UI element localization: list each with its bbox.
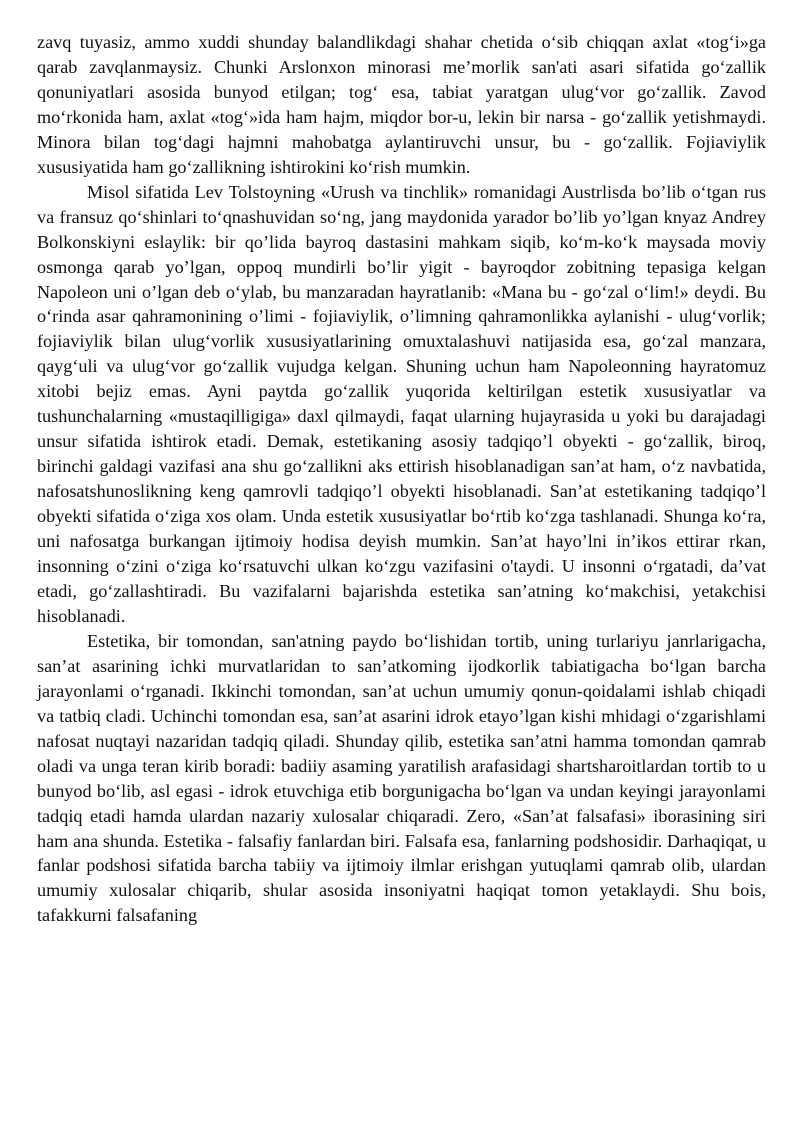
paragraph-1: zavq tuyasiz, ammo xuddi shunday balandlikdagi shahar chetida o‘sib chiqqan axlat «tog‘i»ga qarab zavqlanmaysiz. Chunki Arslonxon minorasi me’morlik san'ati asari sifatida go‘zallik qonuniyatlari asosida bunyod etilgan; tog‘ esa, tabiat yaratgan ulug‘vor go‘zallik. Zavod mo‘rkonida ham, axlat «tog‘»ida ham hajm, miqdor bor-u, lekin bir narsa - go‘zallik yetishmaydi. Minora bilan tog‘dagi hajmni mahobatga aylantiruvchi unsur, bu - go‘zallik. Fojiaviylik xususiyatida ham go‘zallikning ishtirokini ko‘rish mumkin. xyxy=(37,32,766,177)
paragraph-2: Misol sifatida Lev Tolstoyning «Urush va tinchlik» romanidagi Austrlisda bo’lib o‘tgan rus va fransuz qo‘shinlari to‘qnashuvidan so‘ng, jang maydonida yarador bo’lib yo’lgan knyaz Andrey Bolkonskiyni eslaylik: bir qo’lida bayroq dastasini mahkam siqib, ko‘m-ko‘k maysada moviy osmonga qarab yo’lgan, oppoq mundirli bo’lir yigit - bayroqdor zobitning tepasiga kelgan Napoleon uni o’lgan deb o‘ylab, bu manzaradan hayratlanib: «Mana bu - go‘zal o‘lim!» deydi. Bu o‘rinda asar qahramonining o’limi - fojiaviylik, o’limning qahramonlikka aylanishi - ulug‘vorlik; fojiaviylik bilan ulug‘vorlik xususiyatlarining omuxtalashuvi natijasida esa, go‘zal manzara, qayg‘uli va ulug‘vor go‘zallik vujudga kelgan. Shuning uchun ham Napoleonning hayratomuz xitobi bejiz emas. Ayni paytda go‘zallik yuqorida keltirilgan estetik xususiyatlar va tushunchalarning «mustaqilligiga» daxl qilmaydi, faqat ularning hujayrasida u yoki bu darajadagi unsur sifatida ishtirok etadi. Demak, estetikaning asosiy tadqiqo’l obyekti - go‘zallik, biroq, birinchi galdagi vazifasi ana shu go‘zallikni aks ettirish hisoblanadigan san’at ham, o‘z navbatida, nafosatshunoslikning keng qamrovli tadqiqo’l obyekti hisoblanadi. San’at estetikaning tadqiqo’l obyekti sifatida o‘ziga xos olam. Unda estetik xususiyatlar bo‘rtib ko‘zga tashlanadi. Shunga ko‘ra, uni nafosatga burkangan ijtimoiy hodisa deyish mumkin. San’at hayo’lni in’ikos ettirar rkan, insonning o‘zini o‘ziga ko‘rsatuvchi ulkan ko‘zgu vazifasini o'taydi. U insonni o‘rgatadi, da’vat etadi, go‘zallashtiradi. Bu vazifalarni bajarishda estetika san’atning ko‘makchisi, yetakchisi hisoblanadi. xyxy=(37,181,766,626)
paragraph-3: Estetika, bir tomondan, san'atning paydo bo‘lishidan tortib, uning turlariyu janrlarigacha, san’at asarining ichki murvatlaridan to san’atkoming ijodkorlik tabiatigacha bo‘lgan barcha jarayonlami o‘rganadi. Ikkinchi tomondan, san’at uchun umumiy qonun-qoidalami ishlab chiqadi va tatbiq cladi. Uchinchi tomondan esa, san’at asarini idrok etayo’lgan kishi mhidagi o‘zgarishlami nafosat nuqtayi nazaridan tadqiq qiladi. Shunday qilib, estetika san’atni hamma tomondan qamrab oladi va unga teran kirib boradi: badiiy asaming yaratilish arafasidagi shartsharoitlardan tortib to u bunyod bo‘lib, asl egasi - idrok etuvchiga etib borgunigacha bo‘lgan va undan keyingi jarayonlami tadqiq etadi hamda ulardan nazariy xulosalar chiqaradi. Zero, «San’at falsafasi» iborasining siri ham ana shunda. Estetika - falsafiy fanlardan biri. Falsafa esa, fanlarning podshosidir. Darhaqiqat, u fanlar podshosi sifatida barcha tabiiy va ijtimoiy ilmlar erishgan yutuqlami qamrab olib, ulardan umumiy xulosalar chiqarib, shular asosida insoniyatni haqiqat tomon yetaklaydi. Shu bois, tafakkurni falsafaning xyxy=(37,630,766,926)
